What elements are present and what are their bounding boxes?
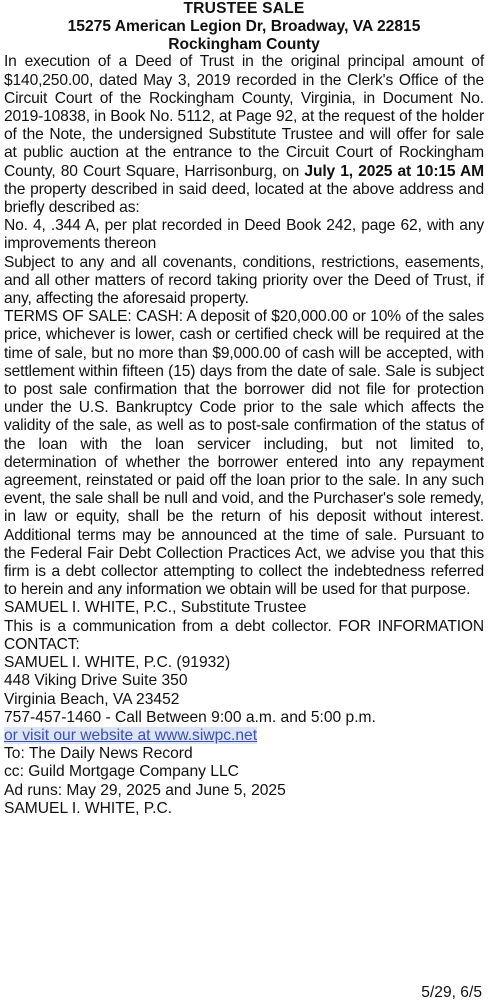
closing-signature: SAMUEL I. WHITE, P.C. <box>4 799 173 817</box>
firm-city: Virginia Beach, VA 23452 <box>4 690 180 708</box>
firm-name: SAMUEL I. WHITE, P.C. (91932) <box>4 654 231 672</box>
county-name: Rockingham County <box>168 35 320 53</box>
property-address: 15275 American Legion Dr, Broadway, VA 22815 <box>67 17 421 35</box>
intro-text-before: In execution of a Deed of Trust in the original principal amount of $140,250.00, dated May 3, 2019 recorded in the Clerk's Office of the Circuit Court of the Rockingham County, Virginia, in Document No. 2019-10838, in Book No. 5112, at Page 92, at the request of the holder of the Note, the undersigned Substitute Trustee and will offer for sale at public auction at the entrance to the Circuit Court of Rockingham County, 80 Court Square, Harrisonburg, on <box>4 53 484 180</box>
legal-description: No. 4, .344 A, per plat recorded in Deed Book 242, page 62, with any improvements thereon <box>4 217 484 253</box>
website-link[interactable]: or visit our website at www.siwpc.net <box>4 726 258 744</box>
subject-to-paragraph: Subject to any and all covenants, conditions, restrictions, easements, and all other matters of record taking priority over the Deed of Trust, if any, affecting the aforesaid property. <box>4 253 484 308</box>
to-line: To: The Daily News Record <box>4 745 193 763</box>
ad-runs-line: Ad runs: May 29, 2025 and June 5, 2025 <box>4 781 286 799</box>
website-line[interactable] <box>4 727 484 745</box>
trustee-line: SAMUEL I. WHITE, P.C., Substitute Trustee <box>4 599 307 617</box>
communication-notice: This is a communication from a debt collector. FOR INFORMATION CONTACT: <box>4 617 484 653</box>
run-dates-footer: 5/29, 6/5 <box>421 984 482 1001</box>
intro-paragraph <box>4 53 484 217</box>
notice-title: TRUSTEE SALE <box>183 0 305 17</box>
firm-phone[interactable]: 757-457-1460 - Call Between 9:00 a.m. and 5:00 p.m. <box>4 708 376 726</box>
sale-date: July 1, 2025 at 10:15 AM <box>304 162 484 180</box>
firm-street: 448 Viking Drive Suite 350 <box>4 672 188 690</box>
terms-of-sale-paragraph: TERMS OF SALE: CASH: A deposit of $20,000.00 or 10% of the sales price, whichever is lower, cash or certified check will be required at the time of sale, but no more than $9,000.00 of cash will be accepted, with settlement within fifteen (15) days from the date of sale. Sale is subject to post sale confirmation that the borrower did not file for protection under the U.S. Bankruptcy Code prior to the sale which affects the validity of the sale, as well as to post-sale confirmation of the status of the loan with the loan servicer including, but not limited to, determination of whether the borrower entered into any repayment agreement, reinstated or paid off the loan prior to the sale. In any such event, the sale shall be null and void, and the Purchaser's sole remedy, in law or equity, shall be the return of his deposit without interest. Additional terms may be announced at the time of sale. Pursuant to the Federal Fair Debt Collection Practices Act, we advise you that this firm is a debt collector attempting to collect the indebtedness referred to herein and any information we obtain will be used for that purpose. <box>4 308 484 599</box>
cc-line: cc: Guild Mortgage Company LLC <box>4 763 239 781</box>
intro-text-after: the property described in said deed, located at the above address and briefly described as: <box>4 180 484 217</box>
